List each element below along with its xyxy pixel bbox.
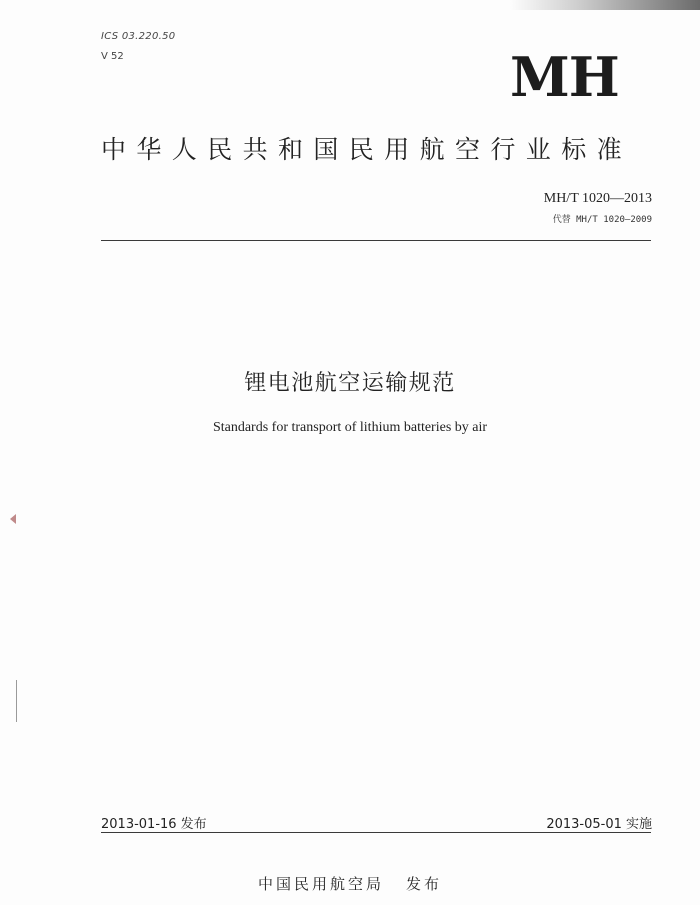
ccs-code: V 52 bbox=[101, 51, 124, 62]
issuer-action: 发布 bbox=[406, 875, 443, 893]
ics-code: ICS 03.220.50 bbox=[101, 31, 176, 42]
replaces-note: 代替 MH/T 1020—2009 bbox=[552, 215, 652, 225]
scan-mark bbox=[10, 514, 16, 524]
issuer-line bbox=[0, 873, 700, 894]
document-title-chinese: 锂电池航空运输规范 bbox=[244, 371, 456, 396]
scan-line bbox=[16, 680, 17, 722]
footer-divider bbox=[101, 832, 651, 833]
issuer-name: 中国民用航空局 bbox=[257, 875, 384, 893]
mh-logo: MH bbox=[510, 45, 619, 109]
document-title-english: Standards for transport of lithium batteries by air bbox=[212, 420, 488, 435]
standard-type-heading: 中华人民共和国民用航空行业标准 bbox=[101, 135, 633, 164]
implementation-date: 2013-05-01 实施 bbox=[546, 817, 652, 832]
issue-date: 2013-01-16 发布 bbox=[101, 817, 207, 832]
header-divider bbox=[101, 240, 651, 241]
standard-number: MH/T 1020—2013 bbox=[543, 191, 652, 206]
scan-shadow bbox=[510, 0, 700, 10]
